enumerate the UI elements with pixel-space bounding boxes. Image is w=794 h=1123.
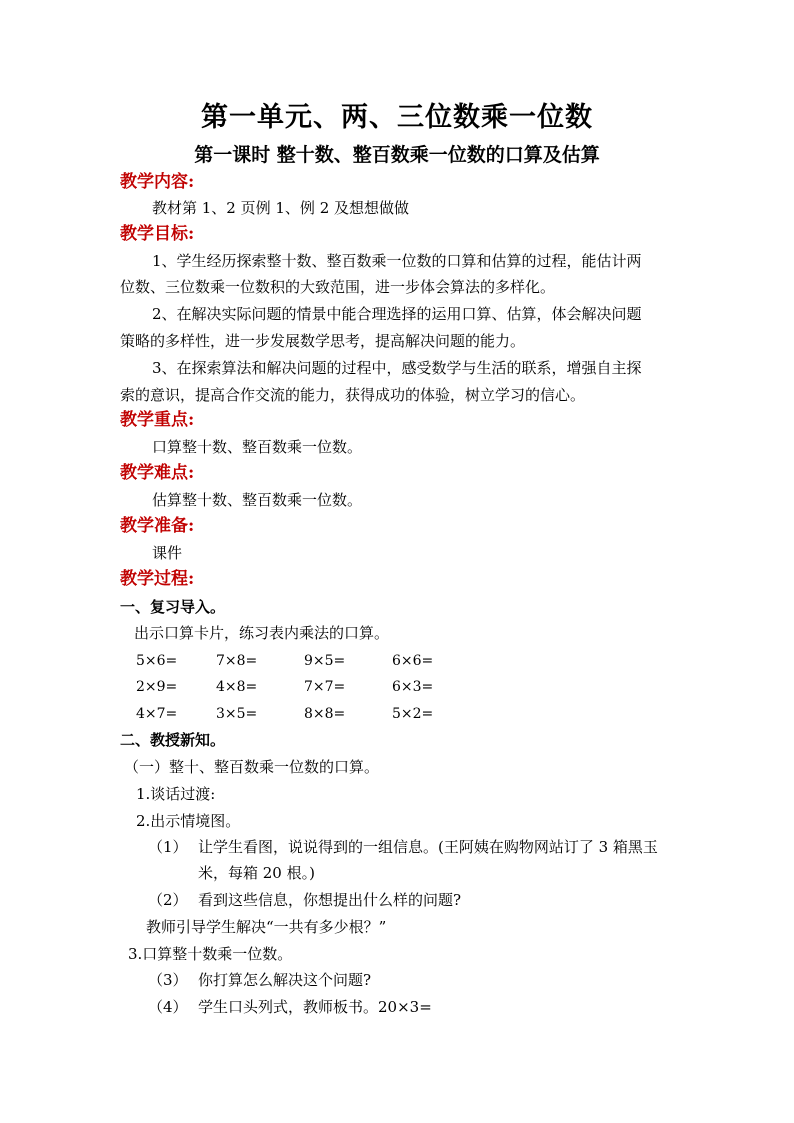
goal-line: 位数、三位数乘一位数积的大致范围，进一步体会算法的多样化。	[120, 278, 556, 296]
step-oral-calc: 3.口算整十数乘一位数。	[128, 945, 293, 963]
key-heading: 教学重点:	[120, 410, 195, 430]
step-show-picture: 2.出示情境图。	[136, 812, 241, 830]
calc-item: 8×8=	[304, 706, 346, 722]
calc-item: 4×8=	[216, 679, 258, 695]
calc-item: 2×9=	[136, 679, 178, 695]
item-number: （2）	[148, 891, 188, 909]
calc-item: 9×5=	[304, 653, 346, 669]
difficulty-text: 估算整十数、整百数乘一位数。	[152, 491, 363, 509]
content-heading: 教学内容:	[120, 172, 195, 192]
goal-line: 索的意识，提高合作交流的能力，获得成功的体验，树立学习的信心。	[120, 386, 586, 404]
item-text: 米，每箱 20 根。)	[198, 864, 315, 882]
difficulty-heading: 教学难点:	[120, 463, 195, 483]
calc-item: 5×2=	[392, 706, 434, 722]
calc-item: 7×7=	[304, 679, 346, 695]
key-text: 口算整十数、整百数乘一位数。	[152, 438, 363, 456]
calc-item: 6×6=	[392, 653, 434, 669]
process-heading: 教学过程:	[120, 569, 195, 589]
goal-line: 策略的多样性，进一步发展数学思考，提高解决问题的能力。	[120, 332, 526, 350]
item-text: 你打算怎么解决这个问题?	[198, 971, 372, 989]
item-number: （3）	[148, 971, 188, 989]
calc-item: 4×7=	[136, 706, 178, 722]
calc-item: 6×3=	[392, 679, 434, 695]
page-title: 第一单元、两、三位数乘一位数	[201, 102, 593, 133]
item-number: （1）	[148, 838, 188, 856]
item-text: 学生口头列式，教师板书。20×3=	[198, 998, 432, 1016]
goals-heading: 教学目标:	[120, 224, 195, 244]
item-number: （4）	[148, 998, 188, 1016]
calc-item: 3×5=	[216, 706, 258, 722]
item-text: 让学生看图，说说得到的一组信息。(王阿姨在购物网站订了 3 箱黑玉	[198, 838, 658, 856]
calc-item: 5×6=	[136, 653, 178, 669]
prep-heading: 教学准备:	[120, 516, 195, 536]
review-text: 出示口算卡片，练习表内乘法的口算。	[134, 624, 390, 642]
section-review: 一、复习导入。	[120, 598, 226, 616]
item-text: 看到这些信息，你想提出什么样的问题?	[198, 891, 462, 909]
goal-line: 1、学生经历探索整十数、整百数乘一位数的口算和估算的过程，能估计两	[152, 252, 642, 270]
step-transition: 1.谈话过渡:	[136, 785, 216, 803]
content-text: 教材第 1、2 页例 1、例 2 及想想做做	[152, 199, 410, 217]
lesson-subtitle: 第一课时 整十数、整百数乘一位数的口算及估算	[194, 144, 600, 166]
section-new-knowledge: 二、教授新知。	[120, 731, 226, 749]
guide-text: 教师引导学生解决“一共有多少根？”	[146, 918, 387, 936]
goal-line: 3、在探索算法和解决问题的过程中，感受数学与生活的联系，增强自主探	[152, 359, 642, 377]
prep-text: 课件	[152, 544, 183, 562]
goal-line: 2、在解决实际问题的情景中能合理选择的运用口算、估算，体会解决问题	[152, 305, 642, 323]
subsection-oral-calc: （一）整十、整百数乘一位数的口算。	[124, 758, 380, 776]
calc-item: 7×8=	[216, 653, 258, 669]
